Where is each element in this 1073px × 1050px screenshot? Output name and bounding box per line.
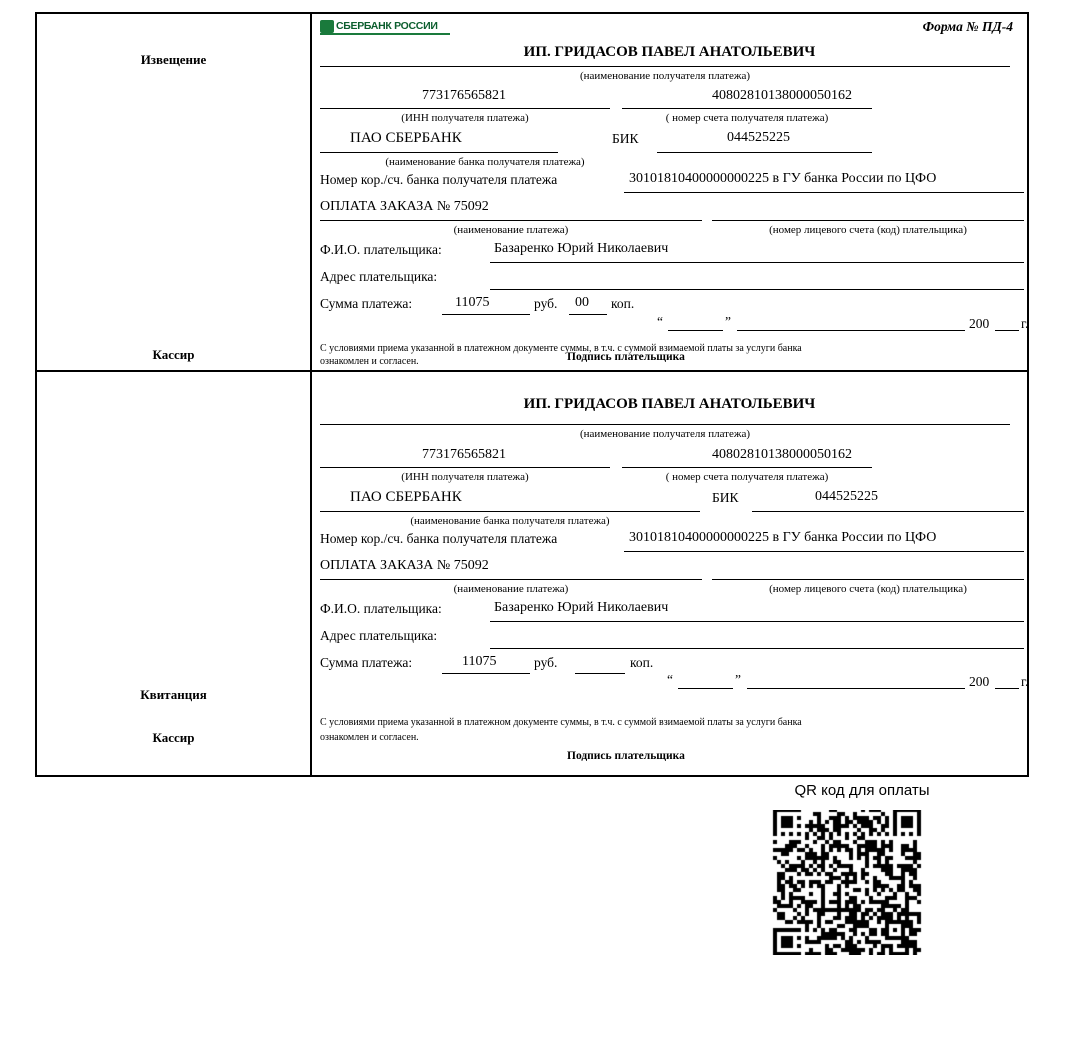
personal-account-caption-top: (номер лицевого счета (код) плательщика) — [769, 224, 967, 236]
qr-canvas — [770, 810, 925, 955]
notice-section — [37, 14, 1027, 372]
payment-name-caption-bottom: (наименование платежа) — [453, 583, 569, 595]
date-quote-close-top: ” — [725, 314, 731, 329]
sum-rub-value-bottom: 11075 — [462, 654, 497, 669]
bik-value-bottom: 044525225 — [815, 489, 878, 504]
account-underline-top — [622, 108, 872, 109]
conditions-line2-top: ознакомлен и согласен. — [320, 356, 419, 367]
account-caption-top: ( номер счета получателя платежа) — [665, 112, 829, 124]
payer-fio-label-bottom: Ф.И.О. плательщика: — [320, 601, 442, 616]
conditions-line1-top: С условиями приема указанной в платежном документе суммы, в т.ч. с суммой взимаемой платы за услуги банка — [320, 343, 802, 354]
notice-label: Извещение — [140, 52, 207, 67]
bik-underline-top — [657, 152, 872, 153]
personal-account-underline-bottom — [712, 579, 1024, 580]
payment-name-value-top: ОПЛАТА ЗАКАЗА № 75092 — [320, 199, 489, 214]
year-label-bottom: 200 — [969, 674, 990, 689]
payment-name-underline-top — [320, 220, 702, 221]
inn-underline-top — [320, 108, 610, 109]
bank-name-value-top: ПАО СБЕРБАНК — [350, 130, 462, 146]
corr-account-label-bottom: Номер кор./сч. банка получателя платежа — [320, 531, 558, 546]
sum-kop-underline-bottom — [575, 673, 625, 674]
sum-kop-value-top: 00 — [575, 295, 589, 310]
payment-name-underline-bottom — [320, 579, 702, 580]
sum-label-top: Сумма платежа: — [320, 296, 413, 311]
bik-underline-bottom — [752, 511, 1024, 512]
kop-label-bottom: коп. — [630, 655, 654, 670]
inn-underline-bottom — [320, 467, 610, 468]
corr-account-value-bottom: 30101810400000000225 в ГУ банка России по ЦФО — [629, 530, 937, 545]
bank-name-caption-top: (наименование банка получателя платежа) — [385, 156, 585, 168]
notice-right-column — [312, 14, 1027, 370]
year-underline-top — [995, 330, 1019, 331]
date-quote-open-top: “ — [657, 314, 663, 329]
inn-caption-top: (ИНН получателя платежа) — [401, 112, 529, 124]
bik-label-top: БИК — [612, 131, 639, 146]
conditions-line1-bottom: С условиями приема указанной в платежном документе суммы, в т.ч. с суммой взимаемой платы за услуги банка — [320, 717, 802, 728]
date-month-underline-bottom — [747, 688, 965, 689]
payer-address-label-top: Адрес плательщика: — [320, 269, 438, 284]
payer-fio-label-top: Ф.И.О. плательщика: — [320, 242, 442, 257]
account-caption-bottom: ( номер счета получателя платежа) — [665, 471, 829, 483]
year-underline-bottom — [995, 688, 1019, 689]
kop-label-top: коп. — [611, 296, 635, 311]
payer-address-underline-bottom — [490, 648, 1024, 649]
payer-signature-label-bottom: Подпись плательщика — [567, 750, 685, 762]
payer-fio-underline-bottom — [490, 621, 1024, 622]
payer-signature-label-top: Подпись плательщика — [567, 351, 685, 363]
conditions-line2-bottom: ознакомлен и согласен. — [320, 732, 419, 743]
year-suffix-top: г. — [1021, 316, 1029, 331]
qr-code — [770, 810, 925, 955]
recipient-name-value-bottom: ИП. ГРИДАСОВ ПАВЕЛ АНАТОЛЬЕВИЧ — [523, 396, 816, 412]
bik-label-bottom: БИК — [712, 490, 739, 505]
sum-label-bottom: Сумма платежа: — [320, 655, 413, 670]
rub-label-top: руб. — [534, 296, 558, 311]
bank-name-underline-bottom — [320, 511, 700, 512]
sberbank-logo — [320, 20, 450, 33]
date-day-underline-bottom — [678, 688, 733, 689]
payer-address-label-bottom: Адрес плательщика: — [320, 628, 438, 643]
rub-label-bottom: руб. — [534, 655, 558, 670]
account-value-top: 40802810138000050162 — [712, 88, 852, 103]
corr-account-underline-top — [624, 192, 1024, 193]
inn-value-top: 773176565821 — [422, 88, 506, 103]
payer-fio-underline-top — [490, 262, 1024, 263]
pd4-form — [35, 12, 1029, 777]
notice-left-column — [37, 14, 312, 370]
receipt-section — [37, 372, 1027, 775]
personal-account-underline-top — [712, 220, 1024, 221]
recipient-caption-top: (наименование получателя платежа) — [579, 70, 751, 82]
corr-account-value-top: 30101810400000000225 в ГУ банка России по ЦФО — [629, 171, 937, 186]
sberbank-logo-rule — [320, 33, 450, 35]
inn-caption-bottom: (ИНН получателя платежа) — [401, 471, 529, 483]
date-quote-close-bottom: ” — [735, 672, 741, 687]
date-month-underline-top — [737, 330, 965, 331]
cashier-label-top: Кассир — [152, 347, 195, 362]
recipient-name-value-top: ИП. ГРИДАСОВ ПАВЕЛ АНАТОЛЬЕВИЧ — [523, 44, 816, 60]
payment-name-value-bottom: ОПЛАТА ЗАКАЗА № 75092 — [320, 558, 489, 573]
date-day-underline-top — [668, 330, 723, 331]
corr-account-label-top: Номер кор./сч. банка получателя платежа — [320, 172, 558, 187]
sum-rub-underline-bottom — [442, 673, 530, 674]
account-underline-bottom — [622, 467, 872, 468]
account-value-bottom: 40802810138000050162 — [712, 447, 852, 462]
sum-rub-value-top: 11075 — [455, 295, 490, 310]
receipt-right-column — [312, 372, 1027, 775]
qr-title: QR код для оплаты — [794, 782, 930, 799]
recipient-caption-bottom: (наименование получателя платежа) — [579, 428, 751, 440]
receipt-left-column — [37, 372, 312, 775]
payment-name-caption-top: (наименование платежа) — [453, 224, 569, 236]
recipient-underline-top — [320, 66, 1010, 67]
form-number: Форма № ПД-4 — [922, 19, 1013, 34]
date-quote-open-bottom: “ — [667, 672, 673, 687]
bank-name-caption-bottom: (наименование банка получателя платежа) — [410, 515, 610, 527]
year-suffix-bottom: г. — [1021, 674, 1029, 689]
sberbank-logo-text: СБЕРБАНК РОССИИ — [336, 20, 438, 32]
receipt-label: Квитанция — [140, 687, 207, 702]
payer-fio-value-top: Базаренко Юрий Николаевич — [494, 241, 669, 256]
sberbank-mark-icon — [320, 20, 334, 33]
bank-name-value-bottom: ПАО СБЕРБАНК — [350, 489, 462, 505]
sum-rub-underline-top — [442, 314, 530, 315]
inn-value-bottom: 773176565821 — [422, 447, 506, 462]
payer-fio-value-bottom: Базаренко Юрий Николаевич — [494, 600, 669, 615]
year-label-top: 200 — [969, 316, 990, 331]
recipient-underline-bottom — [320, 424, 1010, 425]
cashier-label-bottom: Кассир — [152, 730, 195, 745]
sum-kop-underline-top — [569, 314, 607, 315]
bik-value-top: 044525225 — [727, 130, 790, 145]
payer-address-underline-top — [490, 289, 1024, 290]
personal-account-caption-bottom: (номер лицевого счета (код) плательщика) — [769, 583, 967, 595]
bank-name-underline-top — [320, 152, 558, 153]
corr-account-underline-bottom — [624, 551, 1024, 552]
